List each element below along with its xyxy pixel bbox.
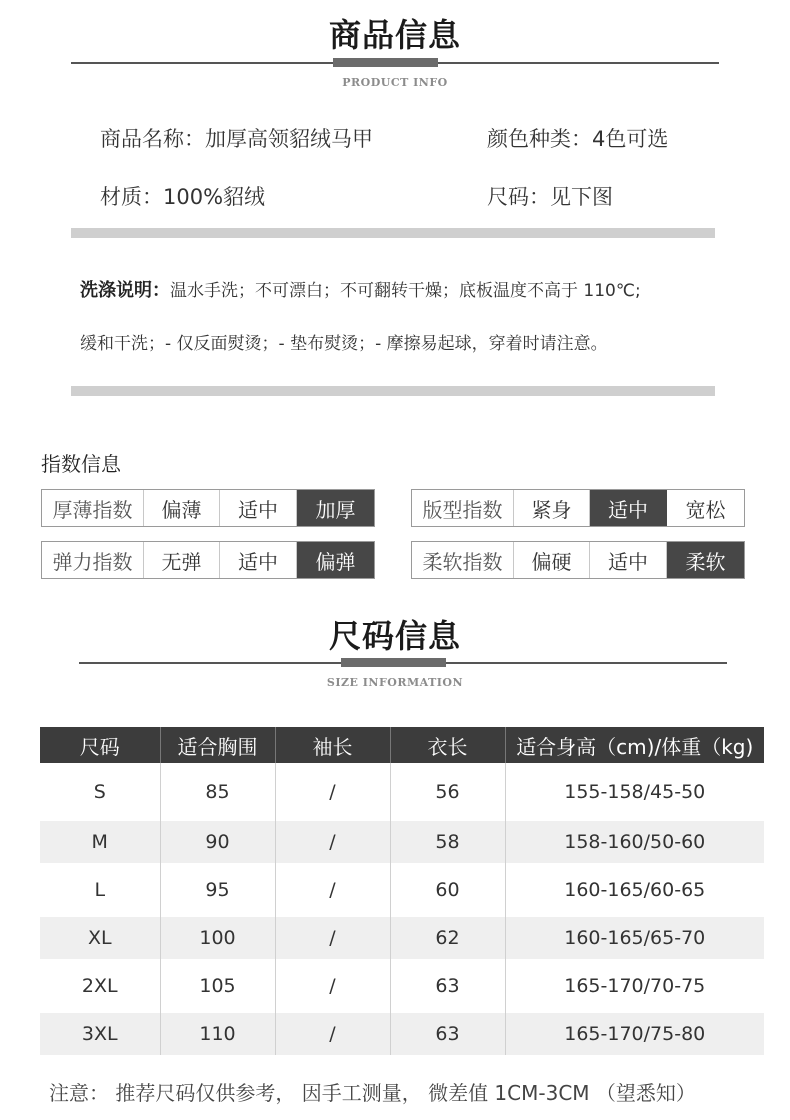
cell-sleeve: / <box>275 863 390 917</box>
index-info-title: 指数信息 <box>41 452 121 476</box>
index-group-softness <box>411 541 745 579</box>
index-option-selected: 适中 <box>590 490 667 526</box>
size-table <box>40 727 764 1055</box>
cell-size: S <box>40 763 160 821</box>
cell-height-weight: 160-165/65-70 <box>505 917 764 959</box>
cell-size: M <box>40 821 160 863</box>
cell-chest: 100 <box>160 917 275 959</box>
table-row <box>40 1013 764 1055</box>
wash-label: 洗涤说明： <box>80 280 170 301</box>
index-group-elasticity <box>41 541 375 579</box>
index-option: 偏薄 <box>144 490 220 526</box>
header-length: 衣长 <box>390 727 505 763</box>
cell-size: 2XL <box>40 959 160 1013</box>
index-option-selected: 柔软 <box>667 542 744 578</box>
index-option: 无弹 <box>144 542 220 578</box>
cell-sleeve: / <box>275 763 390 821</box>
index-option-selected: 偏弹 <box>297 542 374 578</box>
cell-height-weight: 158-160/50-60 <box>505 821 764 863</box>
cell-chest: 85 <box>160 763 275 821</box>
cell-sleeve: / <box>275 917 390 959</box>
cell-height-weight: 165-170/70-75 <box>564 975 706 997</box>
cell-height-weight: 155-158/45-50 <box>564 781 706 803</box>
title-divider-accent <box>333 58 438 67</box>
header-sleeve: 袖长 <box>275 727 390 763</box>
size-info-title: 尺码信息 <box>328 617 461 655</box>
cell-sleeve: / <box>275 821 390 863</box>
product-colors: 颜色种类：4色可选 <box>487 127 669 151</box>
header-chest: 适合胸围 <box>160 727 275 763</box>
cell-size: XL <box>40 917 160 959</box>
index-option: 适中 <box>220 490 297 526</box>
section-separator <box>71 386 715 396</box>
cell-chest: 95 <box>160 863 275 917</box>
cell-length: 63 <box>390 1013 505 1055</box>
cell-length: 62 <box>390 917 505 959</box>
cell-length: 56 <box>390 763 505 821</box>
product-name: 商品名称：加厚高领貂绒马甲 <box>100 127 373 151</box>
cell-chest: 105 <box>160 959 275 1013</box>
section-separator <box>71 228 715 238</box>
size-info-subtitle: SIZE INFORMATION <box>326 676 464 689</box>
header-size: 尺码 <box>40 727 160 763</box>
index-option: 适中 <box>590 542 667 578</box>
product-material: 材质：100%貂绒 <box>100 185 266 209</box>
table-row <box>40 821 764 863</box>
index-label: 版型指数 <box>412 490 514 526</box>
index-option: 宽松 <box>685 497 726 522</box>
table-row <box>40 863 764 917</box>
index-option: 紧身 <box>514 490 590 526</box>
cell-height-weight: 165-170/75-80 <box>505 1013 764 1055</box>
cell-size: L <box>40 863 160 917</box>
table-row <box>40 917 764 959</box>
index-label: 厚薄指数 <box>42 490 144 526</box>
cell-chest: 90 <box>160 821 275 863</box>
cell-length: 58 <box>390 821 505 863</box>
cell-sleeve: / <box>275 1013 390 1055</box>
index-group-fit <box>411 489 745 527</box>
product-size: 尺码：见下图 <box>487 185 613 209</box>
cell-height-weight: 160-165/60-65 <box>564 879 706 901</box>
index-option: 偏硬 <box>514 542 590 578</box>
cell-chest: 110 <box>160 1013 275 1055</box>
product-info-subtitle: PRODUCT INFO <box>342 76 448 89</box>
index-group-thickness <box>41 489 375 527</box>
index-label: 弹力指数 <box>42 542 144 578</box>
cell-length: 60 <box>390 863 505 917</box>
size-note: 注意： 推荐尺码仅供参考， 因手工测量， 微差值 1CM-3CM （望悉知） <box>49 1081 696 1105</box>
wash-instructions-line1 <box>80 276 641 302</box>
index-option-selected: 加厚 <box>297 490 374 526</box>
wash-instructions-line2: 缓和干洗；- 仅反面熨烫；- 垫布熨烫；- 摩擦易起球，穿着时请注意。 <box>80 334 608 354</box>
cell-size: 3XL <box>40 1013 160 1055</box>
wash-text-1: 温水手洗；不可漂白；不可翻转干燥；底板温度不高于 110℃; <box>170 281 641 301</box>
size-table-header <box>40 727 764 763</box>
index-option: 适中 <box>220 542 297 578</box>
index-label: 柔软指数 <box>412 542 514 578</box>
cell-sleeve: / <box>275 959 390 1013</box>
cell-length: 63 <box>390 959 505 1013</box>
header-height-weight: 适合身高（cm)/体重（kg) <box>505 727 764 763</box>
product-info-title: 商品信息 <box>328 16 461 54</box>
table-row <box>40 959 764 1013</box>
table-row <box>40 763 764 821</box>
title-divider-accent <box>341 658 446 667</box>
